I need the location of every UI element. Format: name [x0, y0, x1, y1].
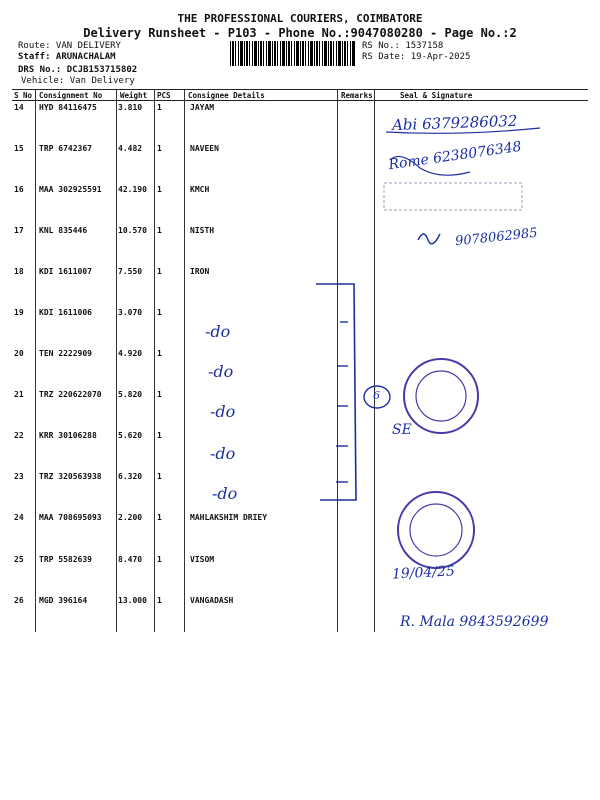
- row-consignment: KDI 1611007: [39, 267, 92, 276]
- rs-number: RS No.: 1537158: [362, 41, 444, 51]
- row-pcs: 1: [157, 472, 162, 481]
- row-weight: 3.810: [118, 103, 143, 112]
- header-weight: Weight: [120, 91, 148, 100]
- row-sno: 16: [14, 185, 24, 194]
- header-consignment: Consignment No: [39, 91, 103, 100]
- row-sno: 19: [14, 308, 24, 317]
- header-remarks: Remarks: [341, 91, 373, 100]
- row-pcs: 1: [157, 349, 162, 358]
- row-sno: 22: [14, 431, 24, 440]
- header-sno: S No: [14, 91, 33, 100]
- row-sno: 25: [14, 555, 24, 564]
- signature-row-25: 19/04/25: [391, 563, 456, 583]
- row-pcs: 1: [157, 226, 162, 235]
- row-sno: 15: [14, 144, 24, 153]
- ditto-mark: -do: [208, 362, 234, 381]
- row-consignee: VANGADASH: [190, 596, 234, 605]
- row-consignee: KMCH: [190, 185, 210, 194]
- row-consignee: VISOM: [190, 555, 215, 564]
- row-consignee: JAYAM: [190, 103, 215, 112]
- row-consignment: MGD 396164: [39, 596, 88, 605]
- row-sno: 20: [14, 349, 24, 358]
- faint-stamp: [384, 183, 522, 210]
- row-pcs: 1: [157, 144, 162, 153]
- row-consignee: IRON: [190, 267, 210, 276]
- se-initials: SE: [392, 422, 412, 438]
- row-weight: 5.820: [118, 390, 143, 399]
- row-pcs: 1: [157, 596, 162, 605]
- row-consignee: MAHLAKSHIM DRIEY: [190, 513, 268, 522]
- row-consignment: TRP 5582639: [39, 555, 92, 564]
- row-pcs: 1: [157, 308, 162, 317]
- signature-row-15: Rome 6238076348: [387, 138, 523, 174]
- row-weight: 5.620: [118, 431, 143, 440]
- round-stamp-2: [398, 492, 474, 568]
- row-weight: 3.070: [118, 308, 143, 317]
- round-stamp-1: [404, 359, 478, 433]
- row-consignee: NISTH: [190, 226, 215, 235]
- row-consignment: TEN 2222909: [39, 349, 92, 358]
- row-sno: 21: [14, 390, 24, 399]
- row-weight: 7.550: [118, 267, 143, 276]
- row-consignment: MAA 302925591: [39, 185, 102, 194]
- ditto-mark: -do: [210, 402, 236, 421]
- row-pcs: 1: [157, 103, 162, 112]
- row-sno: 26: [14, 596, 24, 605]
- row-pcs: 1: [157, 431, 162, 440]
- row-consignment: KDI 1611006: [39, 308, 92, 317]
- row-sno: 24: [14, 513, 24, 522]
- row-sno: 18: [14, 267, 24, 276]
- row-consignment: KRR 30106288: [39, 431, 97, 440]
- row-pcs: 1: [157, 390, 162, 399]
- signature-row-17: 9078062985: [454, 225, 539, 250]
- row-sno: 17: [14, 226, 24, 235]
- count-value: 6: [373, 389, 380, 402]
- row-weight: 8.470: [118, 555, 143, 564]
- row-consignment: KNL 835446: [39, 226, 88, 235]
- ditto-mark: -do: [212, 484, 238, 503]
- row-pcs: 1: [157, 185, 162, 194]
- row-consignment: TRZ 320563938: [39, 472, 102, 481]
- row-weight: 4.482: [118, 144, 143, 153]
- row-consignee: NAVEEN: [190, 144, 219, 153]
- bracket-mark: [316, 284, 356, 500]
- row-consignment: HYD 84116475: [39, 103, 97, 112]
- row-weight: 10.570: [118, 226, 147, 235]
- header-consignee: Consignee Details: [188, 91, 265, 100]
- row-consignment: TRP 6742367: [39, 144, 92, 153]
- row-weight: 4.920: [118, 349, 143, 358]
- staff-label: Staff: ARUNACHALAM: [18, 52, 116, 62]
- vehicle-label: Vehicle: Van Delivery: [21, 76, 135, 86]
- runsheet-subtitle: Delivery Runsheet - P103 - Phone No.:9047080280 - Page No.:2: [83, 26, 517, 40]
- row-consignment: TRZ 220622070: [39, 390, 102, 399]
- row-sno: 14: [14, 103, 24, 112]
- row-pcs: 1: [157, 555, 162, 564]
- row-weight: 42.190: [118, 185, 147, 194]
- route-label: Route: VAN DELIVERY: [18, 41, 121, 51]
- company-title: THE PROFESSIONAL COURIERS, COIMBATORE: [177, 12, 423, 25]
- drs-number: DRS No.: DCJB153715802: [18, 65, 138, 75]
- signature-row-14: Abi 6379286032: [391, 111, 518, 135]
- row-pcs: 1: [157, 513, 162, 522]
- row-weight: 6.320: [118, 472, 143, 481]
- signature-row-26: R. Mala 9843592699: [400, 614, 549, 630]
- row-pcs: 1: [157, 267, 162, 276]
- row-weight: 13.000: [118, 596, 147, 605]
- header-seal-signature: Seal & Signature: [400, 91, 473, 100]
- row-consignment: MAA 708695093: [39, 513, 102, 522]
- ditto-mark: -do: [205, 322, 231, 341]
- row-weight: 2.200: [118, 513, 143, 522]
- header-pcs: PCS: [157, 91, 171, 100]
- rs-date: RS Date: 19-Apr-2025: [362, 52, 471, 62]
- row-sno: 23: [14, 472, 24, 481]
- ditto-mark: -do: [210, 444, 236, 463]
